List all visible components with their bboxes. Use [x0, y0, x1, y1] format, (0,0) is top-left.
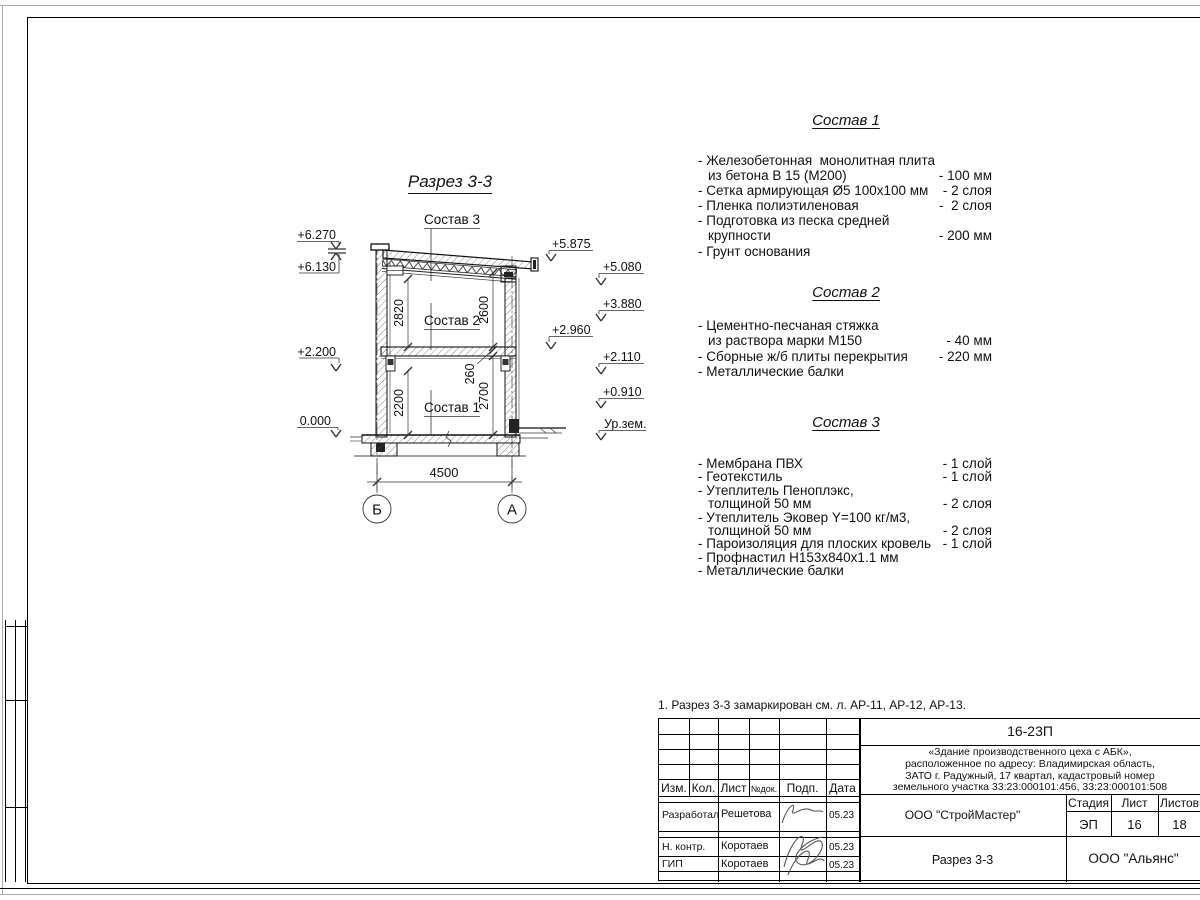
spec-item	[698, 349, 994, 364]
spec-item	[698, 244, 994, 259]
level-3880-text: +3.880	[603, 297, 642, 311]
spec-item	[698, 183, 994, 198]
tb-desc-line: «Здание производственного цеха с АБК»,	[928, 746, 1132, 758]
level-2960-text: +2.960	[552, 323, 591, 337]
level-ground	[596, 431, 646, 441]
level-6270-text: +6.270	[297, 228, 336, 242]
spec-item	[698, 469, 994, 485]
level-5875-text: +5.875	[552, 237, 591, 251]
level-5080	[596, 274, 644, 286]
spec-item-value: - 2 слоя	[939, 198, 992, 214]
spec-item	[698, 456, 994, 469]
spec-item	[698, 510, 994, 523]
spec-item-text: толщиной 50 мм	[708, 496, 812, 512]
tb-doc-number: 16-23П	[1007, 723, 1053, 739]
spec-item-text: - Утеплитель Пеноплэкс,	[698, 482, 854, 498]
spec-item	[698, 198, 994, 213]
spec-block-2	[698, 284, 994, 379]
spec-item-text: - Подготовка из песка средней	[698, 213, 890, 229]
spec-title: Состав 3	[812, 414, 880, 431]
tb-org2: ООО "Альянс"	[1088, 851, 1179, 866]
level-6270	[297, 242, 346, 250]
level-5875	[546, 251, 593, 262]
spec-rows	[698, 153, 994, 259]
level-0000	[297, 428, 341, 438]
callout-sostav2: Состав 2	[424, 313, 480, 328]
spec-item-text: - Мембрана ПВХ	[698, 456, 803, 471]
tb-desc-line: расположенное по адресу: Владимирская область,	[905, 757, 1155, 770]
spec-item	[698, 550, 994, 563]
tb-sheet-title: Разрез 3-3	[931, 853, 994, 867]
tb-sheet-label: Лист	[1121, 796, 1148, 810]
callout-sostav3: Состав 3	[424, 212, 480, 227]
tb-sheet-value: 16	[1127, 817, 1142, 832]
spec-item	[698, 333, 994, 348]
edge-column-divider	[5, 700, 27, 701]
edge-column-divider	[5, 807, 27, 808]
foundation-right	[497, 443, 519, 456]
spec-item-text: крупности	[708, 228, 771, 244]
tb-role-3: ГИП	[662, 858, 683, 870]
spec-title: Состав 1	[812, 112, 880, 129]
edge-column-line-c	[25, 620, 26, 882]
sheet-outer-top-line	[0, 5, 1200, 6]
spec-item-value: - 2 слоя	[942, 522, 992, 538]
spec-item	[698, 536, 994, 552]
floor-slab	[381, 347, 516, 356]
tb-role-2: Н. контр.	[662, 841, 706, 853]
spec-item-value: - 1 слой	[942, 469, 992, 485]
spec-item-text: толщиной 50 мм	[708, 522, 812, 538]
spec-item-text: - Металлические балки	[698, 363, 844, 379]
spec-item-value: - 220 мм	[938, 348, 992, 364]
dim-2600-text: 2600	[477, 296, 491, 324]
tb-date-2: 05.23	[829, 842, 855, 853]
spec-item-text: - Грунт основания	[698, 243, 811, 259]
spec-block-1	[698, 112, 994, 259]
callout-sostav1: Состав 1	[424, 400, 480, 415]
dim-260-text: 260	[463, 363, 477, 385]
tb-sheets-label: Листов	[1160, 796, 1199, 810]
foundation-left	[371, 443, 397, 456]
ground-slab	[362, 435, 520, 443]
spec-block-3	[698, 414, 994, 577]
level-0910-text: +0.910	[603, 385, 642, 399]
level-6130-text: +6.130	[297, 260, 336, 274]
spec-item-value: - 100 мм	[938, 168, 992, 184]
level-2200	[299, 358, 341, 371]
spec-item-value: - 200 мм	[938, 228, 992, 244]
title-block	[658, 718, 1200, 881]
sheet-outer-left-line	[2, 5, 3, 895]
spec-item-text: - Металлические балки	[698, 563, 844, 579]
tb-project-description	[859, 747, 1200, 794]
sheet-note: 1. Разрез 3-3 замаркирован см. л. АР-11, АР-12, АР-13.	[658, 698, 966, 712]
tb-name-3: Коротаев	[721, 858, 769, 870]
tb-date-3: 05.23	[829, 860, 855, 871]
tb-name-2: Коротаев	[721, 840, 769, 852]
axis-label-b: Б	[372, 501, 382, 519]
drawing-title: Разрез 3-3	[407, 172, 493, 191]
tb-col-kol: Кол.	[691, 781, 716, 795]
spec-item-text: из бетона В 15 (М200)	[708, 168, 847, 184]
left-wall	[376, 249, 387, 437]
tb-col-podp: Подп.	[786, 781, 819, 795]
spec-item-value: - 1 слой	[942, 456, 992, 471]
tb-col-data: Дата	[829, 781, 856, 795]
tb-desc-line: земельного участка 33:23:000101:456, 33:23:000101:508	[892, 781, 1168, 794]
spec-item	[698, 318, 994, 333]
level-2960	[546, 337, 593, 350]
signature-strokes	[778, 797, 826, 881]
dim-2700-text: 2700	[477, 382, 491, 410]
spec-item-value: - 1 слой	[942, 536, 992, 552]
spec-rows	[698, 318, 994, 379]
axis-label-a: А	[506, 501, 518, 519]
spec-item	[698, 483, 994, 496]
spec-item-text: - Сборные ж/б плиты перекрытия	[698, 348, 908, 364]
tb-role-1: Разработал	[662, 809, 720, 821]
spec-item-text: - Геотекстиль	[698, 469, 783, 485]
spec-item-text: из раствора марки М150	[708, 333, 862, 349]
dim-2200-text: 2200	[392, 389, 406, 417]
tb-sheets-value: 18	[1172, 817, 1187, 832]
spec-item	[698, 563, 994, 579]
sheet-outer-bottom-line	[0, 894, 1200, 895]
spec-item	[698, 523, 994, 536]
spec-item-text: - Пленка полиэтиленовая	[698, 198, 859, 214]
spec-item	[698, 496, 994, 512]
spec-item-text: - Железобетонная монолитная плита	[698, 153, 936, 168]
spec-rows	[698, 456, 994, 577]
spec-item	[698, 228, 994, 243]
sheet-bottom-line	[0, 888, 1200, 889]
spec-item-value: - 2 слоя	[942, 183, 992, 199]
section-drawing	[230, 160, 670, 540]
spec-item-text: - Профнастил Н153х840х1.1 мм	[698, 549, 899, 565]
tb-name-1: Решетова	[721, 808, 772, 820]
level-ground-text: Ур.зем.	[604, 417, 647, 431]
door-threshold	[509, 419, 519, 433]
spec-item-value: - 2 слоя	[942, 496, 992, 512]
level-3880	[596, 311, 644, 322]
edge-column-divider	[5, 626, 27, 627]
dim-2820-text: 2820	[392, 299, 406, 327]
tb-col-izm: Изм.	[661, 781, 687, 795]
level-0910	[596, 399, 644, 409]
spec-item-text: - Сетка армирующая Ø5 100х100 мм	[698, 183, 929, 199]
level-2200-text: +2.200	[297, 345, 336, 359]
edge-column-line-b	[15, 620, 16, 882]
edge-column-line-a	[5, 620, 6, 882]
level-2110-text: +2.110	[603, 350, 641, 364]
tb-col-list: Лист	[720, 781, 747, 795]
spec-item	[698, 168, 994, 183]
tb-desc-line: ЗАТО г. Радужный, 17 квартал, кадастровый номер	[905, 769, 1155, 782]
parapet-cap	[371, 244, 389, 250]
spec-item-value: - 40 мм	[946, 333, 992, 349]
tb-col-ndoc: №док.	[750, 784, 778, 794]
level-2110	[596, 364, 644, 375]
dim-4500-text: 4500	[429, 465, 459, 480]
tb-date-1: 05.23	[829, 810, 855, 821]
spec-item-text: - Цементно-песчаная стяжка	[698, 318, 879, 333]
level-5080-text: +5.080	[603, 260, 642, 274]
level-0000-text: 0.000	[299, 414, 331, 428]
tb-org1: ООО "СтройМастер"	[904, 808, 1021, 822]
spec-item-text: - Утеплитель Эковер Y=100 кг/м3,	[698, 509, 911, 525]
spec-item	[698, 213, 994, 228]
spec-item	[698, 153, 994, 168]
spec-item	[698, 364, 994, 379]
tb-stage-label: Стадия	[1068, 796, 1109, 810]
tb-stage-value: ЭП	[1079, 817, 1098, 832]
spec-title: Состав 2	[812, 284, 880, 301]
spec-item-text: - Пароизоляция для плоских кровель	[698, 536, 932, 552]
